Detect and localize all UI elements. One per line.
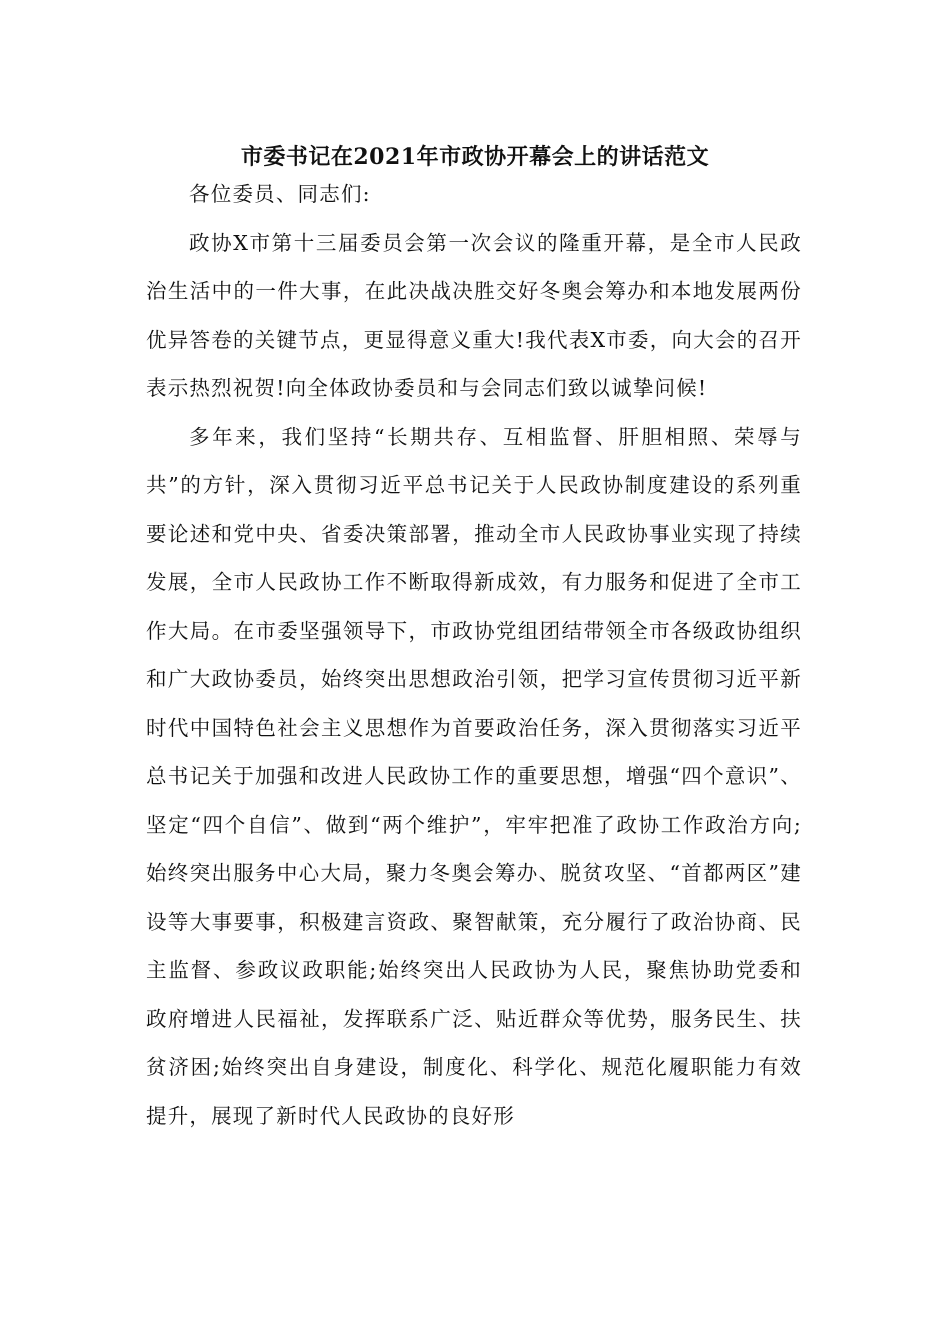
paragraph: 政协X市第十三届委员会第一次会议的隆重开幕，是全市人民政治生活中的一件大事，在此决战决胜交好冬奥会筹办和本地发展两份优异答卷的关键节点，更显得意义重大!我代表X市委，向大会的召开表示热烈祝贺!向全体政协委员和与会同志们致以诚挚问候!: [146, 230, 802, 400]
document-title: 市委书记在2021年市政协开幕会上的讲话范文: [240, 144, 710, 170]
paragraph: 多年来，我们坚持“长期共存、互相监督、肝胆相照、荣辱与共”的方针，深入贯彻习近平总书记关于人民政协制度建设的系列重要论述和党中央、省委决策部署，推动全市人民政协事业实现了持续发展，全市人民政协工作不断取得新成效，有力服务和促进了全市工作大局。在市委坚强领导下，市政协党组团结带领全市各级政协组织和广大政协委员，始终突出思想政治引领，把学习宣传贯彻习近平新时代中国特色社会主义思想作为首要政治任务，深入贯彻落实习近平总书记关于加强和改进人民政协工作的重要思想，增强“四个意识”、坚定“四个自信”、做到“两个维护”，牢牢把准了政协工作政治方向;始终突出服务中心大局，聚力冬奥会筹办、脱贫攻坚、“首都两区”建设等大事要事，积极建言资政、聚智献策，充分履行了政治协商、民主监督、参政议政职能;始终突出人民政协为人民，聚焦协助党委和政府增进人民福祉，发挥联系广泛、贴近群众等优势，服务民生、扶贫济困;始终突出自身建设，制度化、科学化、规范化履职能力有效提升，展现了新时代人民政协的良好形: [146, 424, 802, 1128]
salutation: 各位委员、同志们:: [189, 182, 371, 206]
document-body: [146, 170, 802, 1140]
